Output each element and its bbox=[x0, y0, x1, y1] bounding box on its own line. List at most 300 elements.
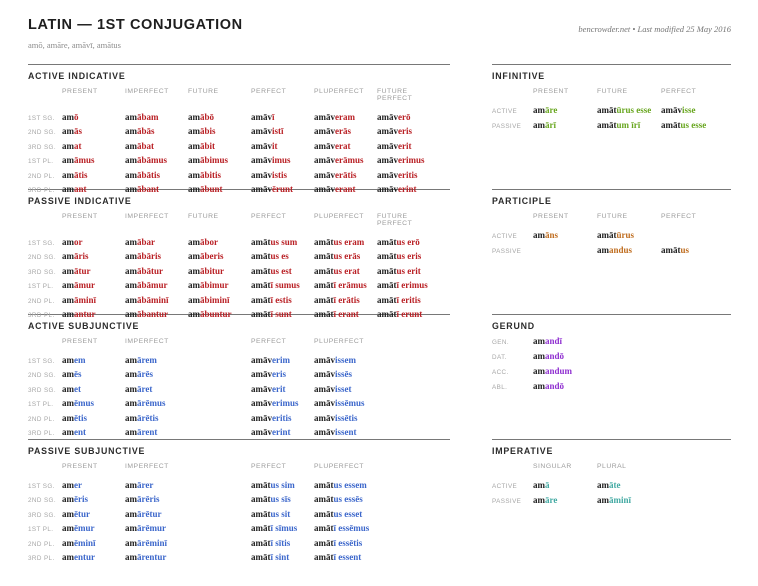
verb-form bbox=[661, 245, 689, 255]
verb-stem: am bbox=[125, 169, 137, 180]
verb-stem: am bbox=[62, 140, 74, 151]
verb-stem: amāt bbox=[251, 308, 271, 319]
verb-stem: amāv bbox=[314, 398, 335, 409]
verb-ending: us sīs bbox=[270, 494, 291, 505]
verb-stem: amāt bbox=[314, 280, 334, 291]
verb-ending: ārēminī bbox=[137, 537, 167, 548]
verb-form bbox=[597, 245, 632, 255]
verb-stem: amāt bbox=[314, 480, 334, 490]
verb-stem: amāt bbox=[251, 537, 271, 548]
verb-form-cell bbox=[125, 179, 188, 197]
verb-ending: erint bbox=[398, 183, 417, 194]
verb-stem: amāt bbox=[377, 280, 397, 291]
section-passive-subjunctive bbox=[28, 439, 450, 564]
verb-ending: us bbox=[680, 245, 690, 255]
verb-ending: ārētis bbox=[137, 412, 159, 423]
verb-stem: am bbox=[62, 169, 74, 180]
verb-form-cell bbox=[597, 115, 661, 133]
verb-ending: āns bbox=[545, 230, 559, 240]
verb-form bbox=[125, 427, 157, 437]
verb-ending: et bbox=[74, 383, 81, 394]
table-row bbox=[28, 136, 450, 150]
verb-stem: amāv bbox=[251, 112, 272, 122]
verb-stem: am bbox=[125, 412, 137, 423]
verb-stem: am bbox=[62, 308, 74, 319]
verb-stem: am bbox=[188, 155, 200, 166]
row-label: 3RD PL. bbox=[28, 311, 55, 319]
verb-form-cell bbox=[661, 115, 725, 133]
table-row bbox=[28, 379, 450, 393]
verb-form-cell bbox=[377, 179, 440, 197]
row-label: 2ND PL. bbox=[28, 297, 55, 305]
verb-stem: amāt bbox=[251, 294, 271, 305]
row-label: 1ST PL. bbox=[28, 158, 54, 166]
table-row bbox=[28, 246, 450, 260]
row-label: 2ND SG. bbox=[28, 129, 56, 137]
verb-ending: ī erātis bbox=[333, 294, 360, 305]
row-label: 2ND PL. bbox=[28, 415, 55, 423]
header-row bbox=[28, 213, 450, 227]
verb-stem: am bbox=[533, 120, 545, 130]
table-row bbox=[492, 376, 731, 391]
verb-stem: amāt bbox=[251, 480, 271, 490]
verb-ending: ēminī bbox=[74, 537, 96, 548]
verb-ending: erint bbox=[272, 426, 291, 437]
verb-stem: amāv bbox=[251, 140, 272, 151]
verb-form-cell bbox=[533, 376, 597, 394]
column-header: IMPERFECT bbox=[125, 463, 169, 470]
column-header: PLUPERFECT bbox=[314, 213, 364, 220]
table-row bbox=[28, 350, 450, 364]
column-header: PRESENT bbox=[62, 338, 98, 345]
verb-form-cell bbox=[314, 422, 377, 440]
verb-stem: amāv bbox=[251, 183, 272, 194]
table-row bbox=[28, 408, 450, 422]
row-label: 2ND SG. bbox=[28, 254, 56, 262]
table-row bbox=[28, 165, 450, 179]
verb-form bbox=[251, 309, 292, 319]
verb-ending: ābāris bbox=[137, 251, 162, 262]
verb-stem: am bbox=[125, 523, 137, 534]
verb-stem: amāt bbox=[251, 265, 271, 276]
verb-stem: amāt bbox=[597, 105, 617, 115]
verb-stem: am bbox=[62, 155, 74, 166]
verb-stem: amāt bbox=[314, 265, 334, 276]
verb-ending: ārentur bbox=[137, 551, 167, 562]
column-header: PRESENT bbox=[62, 213, 98, 220]
row-label: PASSIVE bbox=[492, 123, 522, 130]
column-header: FUTURE PERFECT bbox=[377, 88, 413, 102]
verb-ending: ī bbox=[272, 112, 275, 122]
verb-ending: āris bbox=[74, 251, 89, 262]
verb-stem: am bbox=[62, 398, 74, 409]
verb-stem: am bbox=[533, 336, 545, 346]
verb-ending: ābāmus bbox=[137, 155, 168, 166]
verb-ending: issent bbox=[335, 426, 357, 437]
verb-stem: amāt bbox=[251, 523, 271, 534]
verb-ending: ābātur bbox=[137, 265, 164, 276]
verb-form-cell bbox=[62, 179, 125, 197]
verb-stem: amāv bbox=[314, 126, 335, 137]
verb-ending: istī bbox=[272, 126, 284, 137]
verb-ending: ārēmur bbox=[137, 523, 166, 534]
table-row bbox=[28, 518, 450, 532]
verb-form bbox=[661, 120, 706, 130]
section-infinitive bbox=[492, 64, 731, 189]
verb-ending: ī erant bbox=[333, 308, 359, 319]
principal-parts: amō, amāre, amāvī, amātus bbox=[28, 40, 121, 50]
verb-stem: amāv bbox=[314, 369, 335, 380]
verb-stem: am bbox=[125, 280, 137, 291]
verb-form bbox=[188, 309, 232, 319]
verb-form-cell bbox=[188, 179, 251, 197]
verb-form-cell bbox=[251, 179, 314, 197]
verb-stem: am bbox=[62, 355, 74, 365]
verb-ending: ārer bbox=[137, 480, 154, 490]
verb-ending: ābās bbox=[137, 126, 155, 137]
verb-form bbox=[314, 184, 356, 194]
header-row bbox=[492, 88, 731, 95]
verb-stem: amāt bbox=[377, 308, 397, 319]
table-row bbox=[28, 121, 450, 135]
verb-stem: amāt bbox=[314, 294, 334, 305]
verb-ending: andī bbox=[545, 336, 563, 346]
verb-form bbox=[533, 351, 564, 361]
verb-form-cell bbox=[125, 547, 188, 565]
verb-stem: am bbox=[62, 508, 74, 519]
verb-stem: amāt bbox=[661, 245, 681, 255]
verb-ending: ābant bbox=[137, 183, 160, 194]
table-row bbox=[28, 179, 450, 193]
verb-ending: us est bbox=[270, 265, 292, 276]
verb-stem: amāv bbox=[314, 183, 335, 194]
verb-ending: erās bbox=[335, 126, 351, 137]
verb-ending: us eram bbox=[333, 237, 365, 247]
verb-stem: amāv bbox=[251, 383, 272, 394]
verb-ending: ī sumus bbox=[270, 280, 300, 291]
section-title: INFINITIVE bbox=[492, 71, 545, 81]
verb-stem: am bbox=[125, 426, 137, 437]
verb-form bbox=[251, 552, 289, 562]
row-label: 2ND SG. bbox=[28, 497, 56, 505]
verb-ending: ant bbox=[74, 183, 87, 194]
verb-form bbox=[62, 427, 86, 437]
verb-ending: em bbox=[74, 355, 86, 365]
verb-stem: am bbox=[125, 369, 137, 380]
verb-stem: amāv bbox=[314, 383, 335, 394]
verb-ending: ī essēmus bbox=[333, 523, 370, 534]
verb-stem: amāt bbox=[251, 251, 271, 262]
verb-stem: amāt bbox=[314, 308, 334, 319]
verb-ending: ābar bbox=[137, 237, 155, 247]
verb-stem: am bbox=[62, 537, 74, 548]
verb-stem: amāt bbox=[251, 508, 271, 519]
verb-form bbox=[661, 105, 696, 115]
column-header: FUTURE bbox=[188, 88, 219, 95]
verb-stem: am bbox=[188, 280, 200, 291]
table-row bbox=[28, 475, 450, 489]
verb-ending: us erit bbox=[396, 265, 421, 276]
header-row bbox=[28, 88, 450, 102]
table-row bbox=[28, 290, 450, 304]
verb-stem: amāv bbox=[251, 426, 272, 437]
column-header: FUTURE bbox=[188, 213, 219, 220]
section-title: IMPERATIVE bbox=[492, 446, 554, 456]
verb-form-cell bbox=[377, 304, 440, 322]
verb-stem: amāv bbox=[251, 398, 272, 409]
row-label: 1ST SG. bbox=[28, 483, 55, 490]
row-label: 1ST SG. bbox=[28, 240, 55, 247]
row-label: PASSIVE bbox=[492, 498, 522, 505]
table-row bbox=[492, 115, 731, 130]
verb-form bbox=[533, 105, 557, 115]
verb-form bbox=[533, 495, 557, 505]
section-title: PASSIVE INDICATIVE bbox=[28, 196, 132, 206]
verb-stem: am bbox=[125, 237, 137, 247]
column-header: PRESENT bbox=[62, 463, 98, 470]
verb-ending: ābuntur bbox=[200, 308, 232, 319]
verb-stem: am bbox=[125, 537, 137, 548]
row-label: 1ST PL. bbox=[28, 283, 54, 291]
row-label: 3RD PL. bbox=[28, 186, 55, 194]
verb-ending: ī erimus bbox=[396, 280, 428, 291]
table-row bbox=[28, 107, 450, 121]
column-header: IMPERFECT bbox=[125, 338, 169, 345]
header-row bbox=[28, 463, 450, 470]
verb-ending: erit bbox=[272, 383, 286, 394]
verb-form bbox=[62, 552, 95, 562]
verb-ending: ābantur bbox=[137, 308, 169, 319]
table-row bbox=[28, 261, 450, 275]
table-row bbox=[492, 240, 731, 255]
verb-ending: āberis bbox=[200, 251, 224, 262]
verb-ending: ābor bbox=[200, 237, 218, 247]
column-header: PRESENT bbox=[62, 88, 98, 95]
verb-ending: erimus bbox=[272, 398, 299, 409]
verb-ending: ī essent bbox=[333, 551, 362, 562]
verb-ending: eris bbox=[272, 369, 286, 380]
verb-form bbox=[597, 480, 621, 490]
verb-ending: ūrus bbox=[616, 230, 635, 240]
verb-stem: am bbox=[125, 494, 137, 505]
verb-stem: am bbox=[62, 280, 74, 291]
row-label: DAT. bbox=[492, 354, 507, 361]
verb-form bbox=[377, 184, 417, 194]
verb-stem: am bbox=[188, 183, 200, 194]
verb-ending: ēmur bbox=[74, 523, 95, 534]
row-label: ABL. bbox=[492, 384, 508, 391]
header-row bbox=[492, 463, 731, 470]
verb-stem: amāt bbox=[377, 251, 397, 262]
section-imperative bbox=[492, 439, 731, 564]
verb-stem: amāt bbox=[661, 120, 681, 130]
verb-ending: antur bbox=[74, 308, 96, 319]
verb-ending: isse bbox=[682, 105, 696, 115]
verb-ending: erimus bbox=[398, 155, 425, 166]
verb-ending: āmus bbox=[74, 155, 95, 166]
verb-stem: amāt bbox=[377, 265, 397, 276]
verb-form-cell bbox=[533, 225, 597, 243]
verb-ending: āminī bbox=[74, 294, 97, 305]
verb-ending: erant bbox=[335, 183, 356, 194]
column-header: PRESENT bbox=[533, 88, 569, 95]
verb-stem: amāv bbox=[314, 112, 335, 122]
verb-form-cell bbox=[533, 115, 597, 133]
verb-ending: erat bbox=[335, 140, 351, 151]
row-label: 3RD SG. bbox=[28, 386, 56, 394]
verb-form bbox=[125, 309, 168, 319]
verb-stem: am bbox=[62, 237, 74, 247]
verb-ending: us sim bbox=[270, 480, 295, 490]
verb-stem: am bbox=[533, 230, 545, 240]
verb-ending: ābimur bbox=[200, 280, 229, 291]
verb-ending: ābunt bbox=[200, 183, 223, 194]
column-header: PLUPERFECT bbox=[314, 463, 364, 470]
verb-ending: ārētur bbox=[137, 508, 162, 519]
table-row bbox=[28, 232, 450, 246]
verb-stem: amāt bbox=[314, 537, 334, 548]
verb-stem: amāt bbox=[597, 120, 617, 130]
verb-ending: ī erāmus bbox=[333, 280, 367, 291]
row-label: 3RD PL. bbox=[28, 429, 55, 437]
verb-ending: us eris bbox=[396, 251, 422, 262]
verb-ending: āre bbox=[545, 105, 558, 115]
verb-ending: eritis bbox=[272, 412, 292, 423]
verb-ending: erō bbox=[398, 112, 411, 122]
verb-ending: ī essētis bbox=[333, 537, 363, 548]
verb-form-cell bbox=[62, 304, 125, 322]
row-label: 3RD SG. bbox=[28, 268, 56, 276]
verb-stem: amāv bbox=[314, 426, 335, 437]
column-header: PLURAL bbox=[597, 463, 627, 470]
verb-ending: ābāminī bbox=[137, 294, 169, 305]
verb-form bbox=[533, 366, 572, 376]
verb-ending: erāmus bbox=[335, 155, 364, 166]
column-header: FUTURE bbox=[597, 213, 628, 220]
credit-line: bencrowder.net • Last modified 25 May 2016 bbox=[578, 24, 731, 34]
verb-ending: ārēris bbox=[137, 494, 160, 505]
verb-stem: amāv bbox=[314, 355, 335, 365]
verb-stem: am bbox=[597, 495, 609, 505]
right-column bbox=[492, 64, 731, 564]
verb-stem: amāt bbox=[597, 230, 617, 240]
column-header: IMPERFECT bbox=[125, 213, 169, 220]
verb-stem: am bbox=[125, 398, 137, 409]
verb-stem: am bbox=[62, 523, 74, 534]
verb-ending: andō bbox=[545, 351, 565, 361]
column-header: PERFECT bbox=[661, 88, 697, 95]
section-title: ACTIVE INDICATIVE bbox=[28, 71, 126, 81]
verb-ending: us essēs bbox=[333, 494, 363, 505]
column-header: PLUPERFECT bbox=[314, 88, 364, 95]
verb-stem: am bbox=[533, 495, 545, 505]
verb-ending: eritis bbox=[398, 169, 418, 180]
verb-form bbox=[377, 309, 422, 319]
verb-ending: issem bbox=[335, 355, 356, 365]
verb-ending: us sum bbox=[270, 237, 298, 247]
verb-ending: ābiminī bbox=[200, 294, 230, 305]
verb-stem: amāt bbox=[377, 237, 397, 247]
verb-stem: amāt bbox=[251, 280, 271, 291]
verb-ending: ābitur bbox=[200, 265, 225, 276]
verb-form bbox=[62, 309, 96, 319]
verb-ending: āret bbox=[137, 383, 153, 394]
verb-stem: am bbox=[62, 112, 74, 122]
column-header: PERFECT bbox=[251, 463, 287, 470]
column-header: PERFECT bbox=[661, 213, 697, 220]
row-label: ACTIVE bbox=[492, 233, 518, 240]
header-row bbox=[28, 338, 450, 345]
verb-form-cell bbox=[661, 240, 725, 258]
table-row bbox=[28, 533, 450, 547]
verb-form bbox=[533, 336, 562, 346]
verb-form bbox=[314, 427, 357, 437]
verb-form bbox=[533, 120, 556, 130]
verb-stem: am bbox=[188, 126, 200, 137]
row-label: 1ST PL. bbox=[28, 401, 54, 409]
verb-form-cell bbox=[597, 490, 661, 508]
verb-stem: amāt bbox=[251, 494, 271, 505]
verb-ending: ābam bbox=[137, 112, 159, 122]
verb-form bbox=[533, 480, 550, 490]
verb-form bbox=[62, 184, 87, 194]
verb-ending: ēs bbox=[74, 369, 82, 380]
table-row bbox=[28, 547, 450, 561]
verb-form bbox=[188, 184, 223, 194]
row-label: ACTIVE bbox=[492, 108, 518, 115]
verb-ending: ī sunt bbox=[270, 308, 292, 319]
verb-ending: ārem bbox=[137, 355, 157, 365]
verb-ending: āmur bbox=[74, 280, 95, 291]
verb-stem: am bbox=[188, 112, 200, 122]
column-header: SINGULAR bbox=[533, 463, 572, 470]
verb-ending: er bbox=[74, 480, 82, 490]
verb-stem: am bbox=[188, 294, 200, 305]
verb-ending: ī sint bbox=[270, 551, 290, 562]
table-row bbox=[492, 331, 731, 346]
verb-ending: ētis bbox=[74, 412, 87, 423]
section-gerund bbox=[492, 314, 731, 439]
verb-form bbox=[597, 495, 631, 505]
verb-ending: issēs bbox=[335, 369, 353, 380]
verb-stem: am bbox=[188, 308, 200, 319]
verb-ending: ī sītis bbox=[270, 537, 291, 548]
verb-ending: us essem bbox=[333, 480, 367, 490]
verb-stem: am bbox=[188, 265, 200, 276]
verb-form bbox=[533, 230, 558, 240]
table-row bbox=[492, 490, 731, 505]
table-row bbox=[28, 364, 450, 378]
verb-stem: amāv bbox=[377, 140, 398, 151]
verb-stem: amāv bbox=[251, 369, 272, 380]
verb-form bbox=[251, 427, 291, 437]
row-label: GEN. bbox=[492, 339, 509, 346]
table-row bbox=[28, 422, 450, 436]
verb-ending: ābit bbox=[200, 140, 216, 151]
column-header: PERFECT bbox=[251, 213, 287, 220]
row-label: ACTIVE bbox=[492, 483, 518, 490]
verb-stem: am bbox=[125, 551, 137, 562]
verb-stem: am bbox=[62, 551, 74, 562]
page-title: LATIN — 1ST CONJUGATION bbox=[28, 17, 243, 33]
verb-ending: āte bbox=[609, 480, 621, 490]
verb-stem: am bbox=[125, 155, 137, 166]
table-row bbox=[28, 150, 450, 164]
verb-form-cell bbox=[314, 179, 377, 197]
column-header: IMPERFECT bbox=[125, 88, 169, 95]
verb-ending: ābat bbox=[137, 140, 155, 151]
row-label: 2ND SG. bbox=[28, 372, 56, 380]
